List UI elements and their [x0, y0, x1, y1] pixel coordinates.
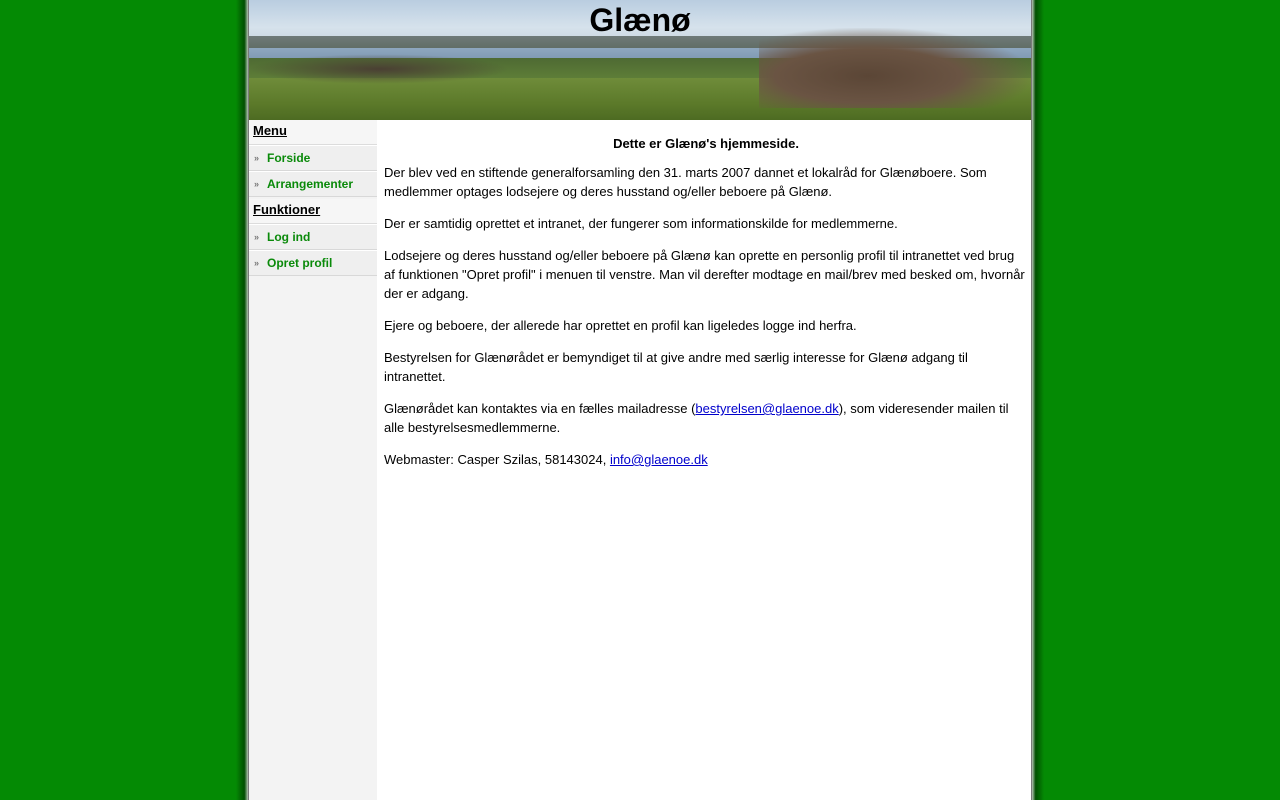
sidebar-item-arrangementer[interactable]: [249, 171, 377, 197]
webmaster-email-link[interactable]: info@glaenoe.dk: [609, 452, 708, 467]
contact-text-after: ), som videresender mailen til alle bestyrelsesmedlemmerne.: [384, 401, 1009, 435]
header-banner: [249, 0, 1031, 120]
sidebar-item-forside[interactable]: [249, 145, 377, 171]
paragraph-intranet: Der er samtidig oprettet et intranet, der fungerer som informationskilde for medlemmerne.: [384, 216, 898, 231]
chevron-right-icon: »: [254, 258, 260, 268]
page-shadow-right: [1032, 0, 1044, 800]
chevron-right-icon: »: [254, 153, 260, 163]
paragraph-create-profile: Lodsejere og deres husstand og/eller beboere på Glænø kan oprette en personlig profil til intranettet ved brug af funktionen "Opret profil" i menuen til venstre. Man vil derefter modtage en mail/brev med besked om, hvornår der er adgang.: [384, 248, 1025, 301]
chevron-right-icon: »: [254, 232, 260, 242]
banner-trees-right: [759, 28, 1031, 108]
sidebar-item-log-ind[interactable]: [249, 224, 377, 250]
sidebar: [249, 120, 377, 800]
webmaster-text: Webmaster: Casper Szilas, 58143024,: [384, 452, 610, 467]
menu-heading: Menu: [249, 120, 377, 145]
banner-trees-left: [249, 54, 509, 84]
page-lead: Dette er Glænø's hjemmeside.: [613, 136, 799, 151]
sidebar-item-label: Opret profil: [267, 256, 333, 270]
board-email-link[interactable]: bestyrelsen@glaenoe.dk: [695, 401, 839, 416]
main-content: [378, 120, 1028, 482]
page-container: [248, 0, 1032, 800]
site-title: Glænø: [589, 2, 691, 38]
sidebar-item-label: Forside: [267, 151, 311, 165]
paragraph-webmaster: [384, 450, 1028, 469]
paragraph-founding: Der blev ved en stiftende generalforsamling den 31. marts 2007 dannet et lokalråd for Glænøboere. Som medlemmer optages lodsejere og deres husstand og/eller beboere på Glænø.: [384, 165, 987, 199]
paragraph-login: Ejere og beboere, der allerede har oprettet en profil kan ligeledes logge ind herfra.: [384, 318, 857, 333]
paragraph-contact: [384, 399, 1028, 437]
sidebar-item-label: Arrangementer: [267, 177, 354, 191]
paragraph-board-access: Bestyrelsen for Glænørådet er bemyndiget til at give andre med særlig interesse for Glænø adgang til intranettet.: [384, 350, 968, 384]
chevron-right-icon: »: [254, 179, 260, 189]
contact-text-before: Glænørådet kan kontaktes via en fælles mailadresse (: [384, 401, 696, 416]
page-shadow-left: [236, 0, 248, 800]
sidebar-item-opret-profil[interactable]: [249, 250, 377, 276]
functions-heading: Funktioner: [249, 199, 377, 224]
sidebar-item-label: Log ind: [267, 230, 311, 244]
